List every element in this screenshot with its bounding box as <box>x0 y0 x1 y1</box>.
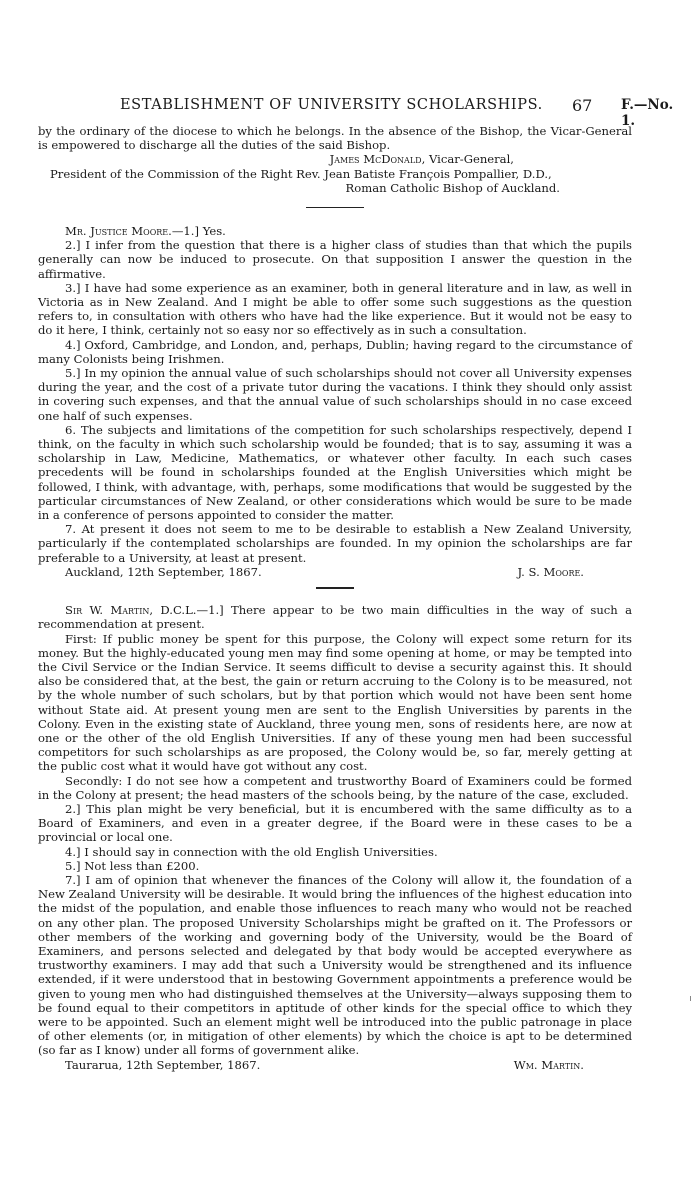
martin-answer-2: 2.] This plan might be very beneficial, but it is encumbered with the same difficulty as to a Board of Examiners, and even in a greater degree, if the Board were in these cases to be a provincial or local one. <box>38 801 632 845</box>
place-date: Auckland, 12th September, 1867. <box>65 564 262 579</box>
signature: J. S. Moore. <box>517 564 584 579</box>
martin-answer-4: 4.] I should say in connection with the old English Universities. <box>65 844 438 859</box>
page-header <box>40 96 690 129</box>
moore-answer-6: 6. The subjects and limitations of the competition for such scholarships respectively, depend I think, on the faculty in which such scholarship would be founded; that is to say, assuming it was a scholarship in Law, Medicine, Mathematics, or whatever other faculty. In each such cases precedents will be found in scholarships founded at the English Universities which might be followed, I think, with advantage, with, perhaps, some modifications that would be suggested by the particular circumstances of New Zealand, or other considerations which would be sure to be made in a conference of persons appointed to consider the matter. <box>38 422 632 523</box>
moore-answer-5: 5.] In my opinion the annual value of such scholarships should not cover all University expenses during the year, and the cost of a private tutor during the vacations. I think they should only assist in covering such expenses, and that the annual value of such scholarships should in no case exceed one half of such expenses. <box>38 366 632 423</box>
page-number: 67 <box>572 96 593 115</box>
running-title: ESTABLISHMENT OF UNIVERSITY SCHOLARSHIPS. <box>120 97 543 113</box>
document-code: F.—No. 1. <box>621 97 674 129</box>
moore-answer-2: 2.] I infer from the question that there is a higher class of studies than that which the pupils generally can now be induced to prosecute. On that supposition I answer the question in the affirmative. <box>38 238 632 281</box>
moore-answer-3: 3.] I have had some experience as an examiner, both in general literature and in law, as well in Victoria as in New Zealand. And I might be able to offer some such suggestions as the question refers to, in consultation with others who have had the like experience. But it would not be easy to do it here, I think, certainly not so easy nor so effectively as in such a consultation. <box>38 280 632 338</box>
signatory-name: James McDonald <box>329 152 422 167</box>
martin-first: First: If public money be spent for this purpose, the Colony will expect some return for its money. But the highly-educated young men may find some opening at home, or may be tempted into the Civil Service or the Indian Service. It seems difficult to devise a security against this. It should also be considered that, at the best, the gain or return accruing to the Colony is to be measured, not by the whole number of such scholars, but by that portion which would not have been sent home without State aid. At present young men are sent to the English Universities by parents in the Colony. Even in the existing state of Auckland, three young men, sons of residents here, are now at one or the other of the old English Universities. If any of these young men had been successful competitors for such scholarships as are proposed, the Colony would be, so far, merely getting at the public cost what it would have got without any cost. <box>38 631 632 774</box>
mcdonald-paragraph: by the ordinary of the diocese to which he belongs. In the absence of the Bishop, the Vicar-General is empowered to discharge all the duties of the said Bishop. <box>38 124 632 153</box>
answer-text: —1.] Yes. <box>171 224 226 239</box>
martin-answer-1 <box>38 603 632 631</box>
margin-mark <box>690 996 691 1001</box>
moore-answer-7: 7. At present it does not seem to me to be desirable to establish a New Zealand University, particularly if the contemplated scholarships are founded. In my opinion the scholarships are far preferable to a University, at least at present. <box>38 522 632 565</box>
mcdonald-signature <box>38 152 632 166</box>
moore-signoff <box>38 565 632 579</box>
commission-line: President of the Commission of the Right Rev. Jean Batiste François Pompallier, D.D., <box>50 166 552 181</box>
answer-text: , D.C.L.—1.] There appear to be two main difficulties in the way of such a recommendation at present. <box>38 603 632 632</box>
section-divider <box>316 587 354 589</box>
section-divider <box>306 207 364 208</box>
speaker-name: Sir W. Martin <box>65 603 150 618</box>
signatory-title: , Vicar-General, <box>421 152 514 167</box>
speaker-name: Mr. Justice Moore. <box>65 224 172 239</box>
signature: Wm. Martin. <box>513 1057 584 1072</box>
moore-answer-1 <box>38 224 632 238</box>
martin-signoff <box>38 1058 632 1072</box>
bishop-line: Roman Catholic Bishop of Auckland. <box>345 180 560 195</box>
moore-answer-4: 4.] Oxford, Cambridge, and London, and, perhaps, Dublin; having regard to the circumstance of many Colonists being Irishmen. <box>38 337 632 366</box>
martin-secondly: Secondly: I do not see how a competent and trustworthy Board of Examiners could be formed in the Colony at present; the head masters of the schools being, by the nature of the case, excluded. <box>38 773 632 802</box>
document-body <box>38 124 632 1072</box>
place-date: Taurarua, 12th September, 1867. <box>65 1057 261 1072</box>
martin-answer-7: 7.] I am of opinion that whenever the finances of the Colony will allow it, the foundation of a New Zealand University will be desirable. It would bring the influences of the highest education into the midst of the population, and enable those influences to reach many who would not be reached on any other plan. The proposed University Scholarships might be grafted on it. The Professors or other members of the working and governing body of the University, would be the Board of Examiners, and persons selected and delegated by that body would be accepted everywhere as trustworthy examiners. I may add that such a University would be strengthened and its influence extended, if it were understood that in bestowing Government appointments a preference would be given to young men who had distinguished themselves at the University—always supposing them to be found equal to their competitors in aptitude of other kinds for the special office to which they were to be appointed. Such an element might well be introduced into the public patronage in place of other elements (or, in mitigation of other elements) by which the choice is apt to be determined (so far as I know) under all forms of government alike. <box>38 872 632 1058</box>
martin-answer-5: 5.] Not less than £200. <box>65 858 200 873</box>
